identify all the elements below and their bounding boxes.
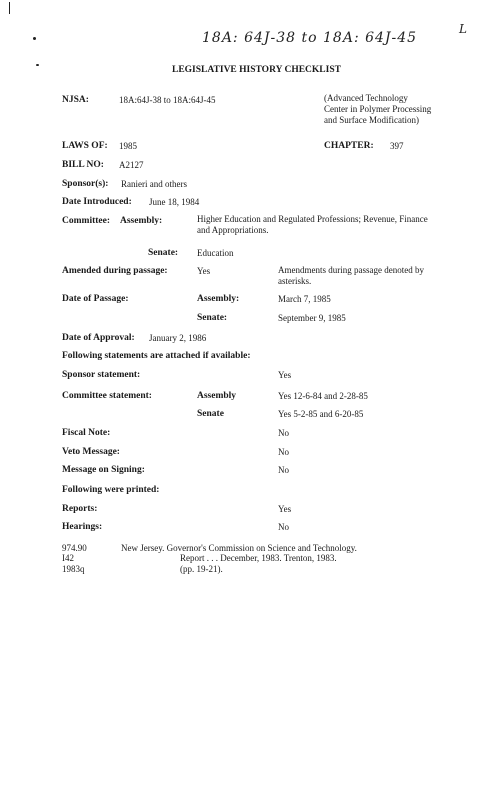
njsa-value: 18A:64J-38 to 18A:64J-45 [119, 95, 216, 105]
reports-value: Yes [278, 504, 292, 514]
bill-no-value: A2127 [119, 160, 144, 170]
printed-heading: Following were printed: [62, 485, 160, 495]
sponsor-statement-value: Yes [278, 370, 292, 380]
veto-message-value: No [278, 447, 289, 457]
committee-assembly-value: Higher Education and Regulated Professions; Revenue, Finance and Appropriations. [197, 214, 428, 235]
committee-senate-label: Senate: [148, 248, 179, 258]
call-number-3: 1983q [62, 564, 85, 574]
passage-assembly-label: Assembly: [197, 294, 240, 304]
committee-statement-label: Committee statement: [62, 391, 152, 401]
statements-heading: Following statements are attached if available: [62, 351, 251, 361]
scan-mark-edge [9, 2, 10, 14]
passage-senate-label: Senate: [197, 313, 228, 323]
sponsor-statement-label: Sponsor statement: [62, 370, 141, 380]
citation-line-1: New Jersey. Governor's Commission on Science and Technology. [121, 543, 357, 553]
reports-label: Reports: [62, 504, 98, 514]
passage-assembly-value: March 7, 1985 [278, 294, 331, 304]
laws-of-value: 1985 [119, 141, 137, 151]
hearings-value: No [278, 522, 289, 532]
committee-statement-assembly-value: Yes 12-6-84 and 2-28-85 [278, 391, 368, 401]
sponsors-label: Sponsor(s): [62, 179, 109, 189]
passage-label: Date of Passage: [62, 294, 129, 304]
citation-line-3: (pp. 19-21). [180, 564, 223, 574]
sponsors-value: Ranieri and others [121, 179, 187, 189]
veto-message-label: Veto Message: [62, 447, 120, 457]
committee-statement-assembly-label: Assembly [197, 391, 237, 401]
message-on-signing-value: No [278, 465, 289, 475]
committee-label: Committee: [62, 216, 111, 226]
amended-value: Yes [197, 266, 211, 276]
fiscal-note-value: No [278, 428, 289, 438]
chapter-value: 397 [390, 141, 404, 151]
date-introduced-value: June 18, 1984 [149, 197, 200, 207]
committee-assembly-label: Assembly: [120, 216, 163, 226]
hearings-label: Hearings: [62, 522, 103, 532]
date-introduced-label: Date Introduced: [62, 197, 132, 207]
passage-senate-value: September 9, 1985 [278, 313, 346, 323]
njsa-note: (Advanced Technology Center in Polymer Processing and Surface Modification) [324, 93, 432, 125]
scan-dot-2 [36, 64, 39, 66]
committee-statement-senate-label: Senate [197, 409, 224, 419]
committee-statement-senate-value: Yes 5-2-85 and 6-20-85 [278, 409, 364, 419]
approval-label: Date of Approval: [62, 333, 135, 343]
fiscal-note-label: Fiscal Note: [62, 428, 111, 438]
bill-no-label: BILL NO: [62, 160, 104, 170]
call-number-1: 974.90 [62, 543, 87, 553]
committee-senate-value: Education [197, 248, 234, 258]
amended-label: Amended during passage: [62, 266, 168, 276]
amended-note: Amendments during passage denoted by asterisks. [278, 265, 424, 286]
chapter-label: CHAPTER: [324, 141, 374, 151]
laws-of-label: LAWS OF: [62, 141, 108, 151]
corner-check-mark: L [459, 22, 468, 36]
scan-dot-1 [33, 37, 36, 40]
call-number-2: I42 [62, 553, 74, 563]
message-on-signing-label: Message on Signing: [62, 465, 145, 475]
approval-value: January 2, 1986 [149, 333, 207, 343]
page-title: LEGISLATIVE HISTORY CHECKLIST [172, 65, 341, 75]
njsa-label: NJSA: [62, 95, 89, 105]
handwritten-statute-range: 18A: 64J-38 to 18A: 64J-45 [202, 30, 418, 46]
citation-line-2: Report . . . December, 1983. Trenton, 1983. [180, 553, 337, 563]
